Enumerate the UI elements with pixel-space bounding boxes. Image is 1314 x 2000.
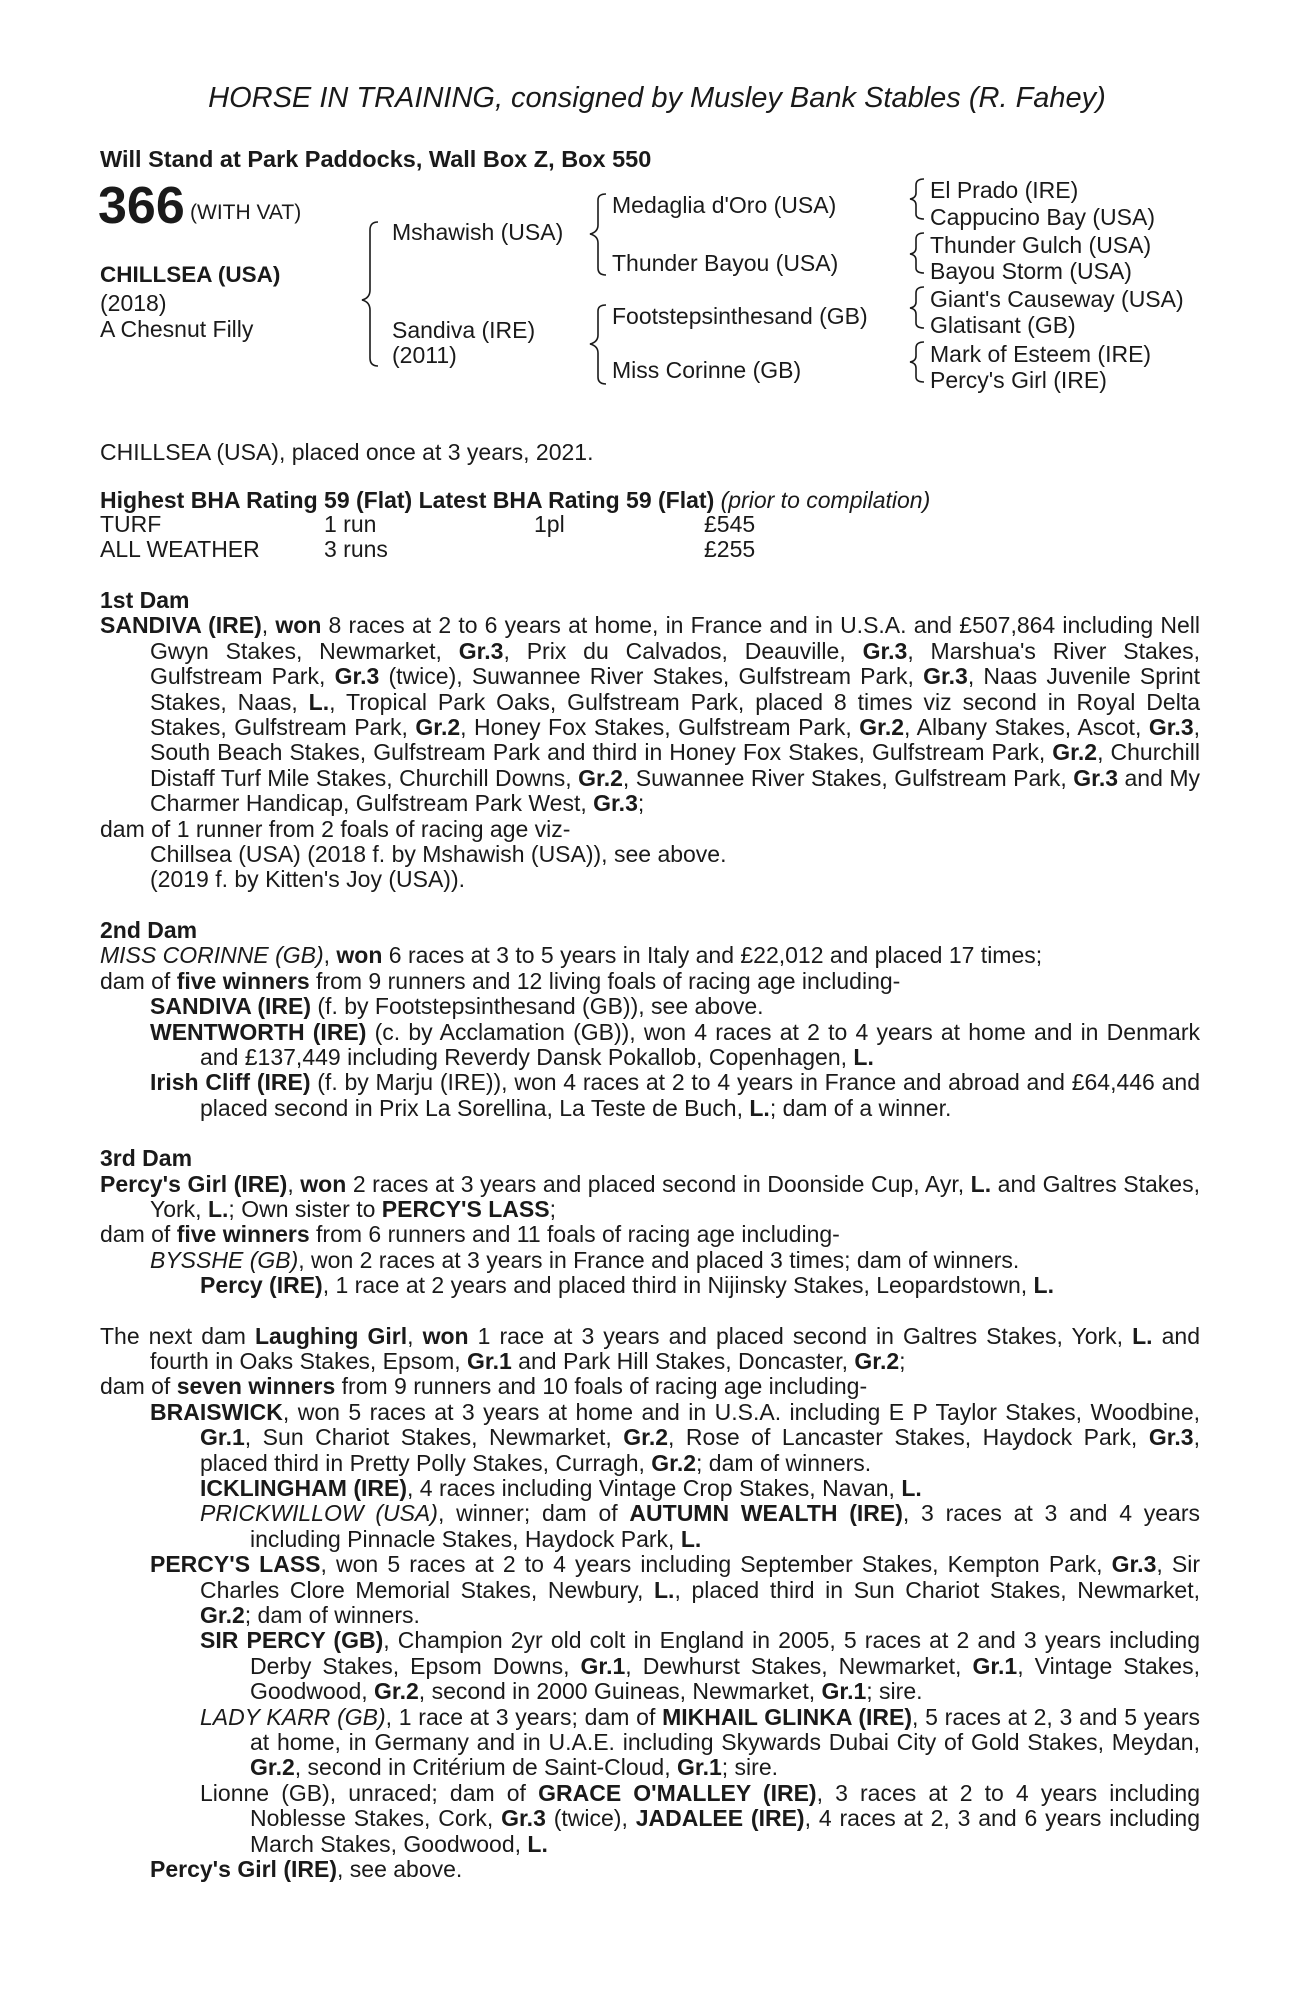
text-run: (twice), Suwannee River Stakes, Gulfstream Park, (379, 663, 924, 690)
third-dam-text: ; Own sister to (228, 1195, 382, 1222)
produce-winners: five winners (176, 967, 310, 994)
vat-note: (WITH VAT) (190, 201, 302, 224)
ratings-prize: £255 (704, 536, 756, 562)
bha-ratings (100, 487, 930, 514)
second-dam-produce-item (100, 1070, 1200, 1121)
next-dam-text: and Park Hill Stakes, Doncaster, (511, 1347, 855, 1374)
listed-marker: L. (1132, 1322, 1153, 1349)
text-run: , Honey Fox Stakes, Gulfstream Park, (460, 714, 860, 741)
pedigree-dam: Sandiva (IRE) (392, 317, 536, 343)
grade-marker: Gr.2 (854, 1347, 900, 1374)
produce-name: BYSSHE (GB) (150, 1246, 299, 1273)
second-dam-won: won (336, 942, 383, 969)
text-run: , Rose of Lancaster Stakes, Haydock Park, (668, 1424, 1149, 1451)
produce-name: GRACE O'MALLEY (IRE) (538, 1779, 817, 1806)
third-dam-won: won (300, 1170, 347, 1197)
third-dam-name: Percy's Girl (IRE) (100, 1170, 288, 1197)
third-dam-heading: 3rd Dam (100, 1145, 193, 1172)
ratings-surface: TURF (100, 511, 162, 537)
produce-text: , 4 races at 2, 3 and 6 years including March Stakes, Goodwood, (250, 1805, 1201, 1857)
produce-text: (c. by Acclamation (GB)), won 4 races at 2 to 4 years at home and in Denmark and £137,449 including Reverdy Dansk Pokallob, Copenhagen, (200, 1018, 1200, 1070)
first-dam-produce-item: (2019 f. by Kitten's Joy (USA)). (150, 866, 466, 893)
grade-marker: Gr.2 (859, 714, 905, 741)
produce-text (250, 1627, 1200, 1704)
next-dam-text: and fourth in Oaks Stakes, Epsom, (150, 1322, 1200, 1374)
grade-marker: Gr.3 (501, 1805, 546, 1832)
grade-marker: Gr.3 (862, 637, 908, 664)
next-dam-grandproduce-item (100, 1781, 1200, 1857)
text-run: ; (637, 790, 645, 817)
bha-ratings-note: (prior to compilation) (720, 487, 931, 513)
text-run: , second in 2000 Guineas, Newmarket, (418, 1678, 822, 1705)
second-dam-produce-item (100, 1020, 1200, 1071)
grade-marker: Gr.3 (1073, 764, 1119, 791)
pedigree-sds: Thunder Gulch (USA) (930, 232, 1152, 258)
produce-name: WENTWORTH (IRE) (150, 1018, 367, 1045)
grade-marker: Gr.3 (334, 663, 380, 690)
third-dam-record: Percy's Girl (IRE), won 2 races at 3 years and placed second in Doonside Cup, Ayr, L. and Galtres Stakes, York, L.; Own sister to PERCY'S LASS; (100, 1170, 1200, 1222)
produce-intro-text: from 9 runners and 12 living foals of racing age including- (309, 967, 901, 994)
first-dam-produce-intro: dam of 1 runner from 2 foals of racing age viz- (100, 815, 571, 842)
text-run: , Prix du Calvados, Deauville, (503, 637, 863, 664)
produce-name: Percy's Girl (IRE) (150, 1856, 337, 1883)
pedigree-dsd: Glatisant (GB) (930, 312, 1076, 338)
next-dam-produce-item (100, 1857, 1200, 1882)
listed-marker: L. (1033, 1272, 1054, 1299)
produce-winners: seven winners (176, 1373, 336, 1400)
produce-name: SIR PERCY (GB) (200, 1627, 384, 1654)
text-run: , second in Critérium de Saint-Cloud, (294, 1754, 677, 1781)
second-dam-name: MISS CORINNE (GB) (100, 942, 324, 969)
ratings-runs: 1 run (324, 511, 377, 537)
produce-name: JADALEE (IRE) (635, 1805, 805, 1832)
third-dam-text: ; (549, 1195, 556, 1222)
grade-marker: Gr.3 (1148, 714, 1194, 741)
third-dam-text: and Galtres Stakes, York, (150, 1170, 1200, 1222)
produce-intro-text: dam of (100, 1373, 177, 1400)
produce-name: AUTUMN WEALTH (IRE) (629, 1500, 903, 1527)
produce-intro-text: dam of (100, 1221, 177, 1248)
ratings-table (100, 512, 755, 562)
text-run: , placed third in Pretty Polly Stakes, Curragh, (200, 1424, 1200, 1476)
next-dam-intro: The next dam (100, 1322, 255, 1349)
listed-marker: L. (527, 1830, 548, 1857)
text-run: , 5 races at 2, 3 and 5 years at home, in Germany and in U.A.E. including Skywards Dubai City of Gold Stakes, Meydan, (250, 1703, 1200, 1756)
pedigree-dam-year: (2011) (392, 342, 457, 368)
text-run: , won 5 races at 3 years at home and in U.S.A. including E P Taylor Stakes, Woodbine, (282, 1398, 1200, 1425)
first-dam-name: SANDIVA (IRE) (100, 612, 262, 639)
next-dam-name: Laughing Girl (254, 1322, 408, 1349)
race-summary: CHILLSEA (USA), placed once at 3 years, 2021. (100, 439, 594, 465)
text-run: and My Charmer Handicap, Gulfstream Park West, (150, 764, 1200, 817)
text-run: ; sire. (866, 1678, 923, 1705)
grade-marker: Gr.3 (593, 790, 638, 817)
dam-sections (100, 588, 1200, 1883)
produce-name: PERCY'S LASS (150, 1551, 321, 1578)
grade-marker: Gr.2 (200, 1602, 245, 1629)
next-dam-won: won (422, 1322, 469, 1349)
produce-name: Percy (IRE) (200, 1272, 323, 1299)
listed-marker: L. (207, 1195, 229, 1222)
grade-marker: Gr.1 (580, 1652, 626, 1679)
next-dam-produce-intro (100, 1374, 1200, 1399)
next-dam-produce-item (100, 1552, 1200, 1628)
produce-name: LADY KARR (GB) (200, 1703, 386, 1730)
second-dam-heading: 2nd Dam (100, 916, 198, 943)
ratings-placed: 1pl (534, 511, 565, 537)
text-run: , Albany Stakes, Ascot, (904, 714, 1149, 741)
pedigree-sss: El Prado (IRE) (930, 177, 1079, 203)
first-dam-produce-item: Chillsea (USA) (2018 f. by Mshawish (USA)), see above. (150, 841, 727, 868)
next-dam-grandproduce-item (100, 1628, 1200, 1704)
ratings-placed (534, 537, 704, 562)
produce-text: ; dam of a winner. (769, 1094, 952, 1121)
horse-name: CHILLSEA (USA) (100, 262, 281, 287)
listed-marker: L. (853, 1043, 874, 1070)
grade-marker: Gr.3 (458, 637, 504, 664)
text-run: , Tropical Park Oaks, Gulfstream Park, placed 8 times viz second in Royal Delta Stakes, Gulfstream Park, (150, 688, 1200, 741)
text-run: ; sire. (721, 1754, 778, 1781)
produce-text: , 3 races at 3 and 4 years including Pinnacle Stakes, Haydock Park, (250, 1500, 1200, 1552)
catalogue-header: HORSE IN TRAINING, consigned by Musley Bank Stables (R. Fahey) (208, 82, 1106, 114)
produce-text: , 1 race at 2 years and placed third in Nijinsky Stakes, Leopardstown, (322, 1272, 1034, 1299)
grade-marker: Gr.3 (1148, 1424, 1194, 1451)
text-run: , placed third in Sun Chariot Stakes, Newmarket, (674, 1576, 1200, 1603)
horse-description: A Chesnut Filly (100, 316, 254, 342)
produce-winners: five winners (176, 1221, 310, 1248)
produce-name: MIKHAIL GLINKA (IRE) (662, 1703, 912, 1730)
grade-marker: Gr.2 (651, 1449, 697, 1476)
next-dam-record: The next dam Laughing Girl, won 1 race at 3 years and placed second in Galtres Stakes, York, L. and fourth in Oaks Stakes, Epsom, Gr.1 and Park Hill Stakes, Doncaster, Gr.2; (100, 1322, 1200, 1374)
third-dam-produce-item (100, 1273, 1200, 1298)
produce-text: (f. by Marju (IRE)), won 4 races at 2 to 4 years in France and abroad and £64,446 and placed second in Prix La Sorellina, La Teste de Buch, (200, 1069, 1200, 1121)
produce-intro-text: dam of (100, 967, 177, 994)
grade-marker: Gr.3 (1111, 1551, 1157, 1578)
text-run: , Marshua's River Stakes, Gulfstream Park, (150, 637, 1200, 690)
listed-marker: L. (749, 1094, 770, 1121)
produce-text: , 4 races including Vintage Crop Stakes, Navan, (406, 1475, 902, 1501)
produce-text: , 3 races at 2 to 4 years including Noblesse Stakes, Cork, (250, 1779, 1201, 1832)
produce-text: (f. by Footstepsinthesand (GB)), see above. (311, 993, 764, 1020)
text-run: , Dewhurst Stakes, Newmarket, (625, 1652, 973, 1679)
text-run: , Sir Charles Clore Memorial Stakes, Newbury, (200, 1551, 1200, 1603)
pedigree-sire-dam: Thunder Bayou (USA) (612, 250, 839, 276)
grade-marker: Gr.1 (972, 1652, 1018, 1679)
second-dam-text: 6 races at 3 to 5 years in Italy and £22,012 and placed 17 times; (382, 942, 1043, 969)
first-dam-record: SANDIVA (IRE), won 8 races at 2 to 6 years at home, in France and in U.S.A. and £507,864 including Nell Gwyn Stakes, Newmarket, Gr.3, Prix du Calvados, Deauville, Gr.3, Marshua's River Stakes, Gulfstream Park, Gr.3 (twice), Suwannee River Stakes, Gulfstream Park, Gr.3, Naas Juvenile Sprint Stakes, Naas, L., Tropical Park Oaks, Gulfstream Park, placed 8 times viz second in Royal Delta Stakes, Gulfstream Park, Gr.2, Honey Fox Stakes, Gulfstream Park, Gr.2, Albany Stakes, Ascot, Gr.3, South Beach Stakes, Gulfstream Park and third in Honey Fox Stakes, Gulfstream Park, Gr.2, Churchill Distaff Turf Mile Stakes, Churchill Downs, Gr.2, Suwannee River Stakes, Gulfstream Park, Gr.3 and My Charmer Handicap, Gulfstream Park West, Gr.3; (100, 612, 1201, 817)
produce-intro-text: from 9 runners and 10 foals of racing age including- (335, 1373, 868, 1400)
grade-marker: Gr.1 (677, 1754, 722, 1781)
produce-text: , won 2 races at 3 years in France and placed 3 times; dam of winners. (298, 1246, 1020, 1273)
first-dam-won: won (275, 612, 322, 639)
produce-name: BRAISWICK (150, 1398, 283, 1425)
text-run: 8 races at 2 to 6 years at home, in France and in U.S.A. and £507,864 including Nell Gwyn Stakes, Newmarket, (150, 612, 1200, 664)
ratings-prize: £545 (704, 511, 756, 537)
produce-name: SANDIVA (IRE) (150, 993, 311, 1020)
ratings-row (100, 537, 755, 562)
lot-number: 366 (98, 177, 185, 235)
sister-name: PERCY'S LASS (381, 1195, 550, 1222)
produce-text (200, 1551, 1200, 1628)
text-run: , Vintage Stakes, Goodwood, (250, 1652, 1200, 1705)
first-dam-text (150, 612, 1200, 816)
second-dam-produce-intro (100, 969, 1200, 994)
pedigree-sire: Mshawish (USA) (392, 219, 564, 245)
third-dam-text: 2 races at 3 years and placed second in Doonside Cup, Ayr, (346, 1170, 971, 1197)
ratings-runs: 3 runs (324, 536, 388, 562)
produce-text: , 1 race at 3 years; dam of (385, 1703, 663, 1730)
next-dam-text: 1 race at 3 years and placed second in Galtres Stakes, York, (468, 1322, 1133, 1349)
grade-marker: Gr.2 (415, 714, 461, 741)
text-run: , won 5 races at 2 to 4 years including September Stakes, Kempton Park, (320, 1551, 1112, 1578)
listed-marker: L. (901, 1475, 922, 1501)
listed-marker: L. (970, 1170, 992, 1197)
text-run: , South Beach Stakes, Gulfstream Park and third in Honey Fox Stakes, Gulfstream Park, (150, 714, 1201, 766)
pedigree-ssd: Cappucino Bay (USA) (930, 204, 1155, 230)
text-run: , Churchill Distaff Turf Mile Stakes, Churchill Downs, (150, 739, 1200, 791)
text-run: ; dam of winners. (244, 1602, 420, 1629)
pedigree-sdd: Bayou Storm (USA) (930, 258, 1132, 284)
produce-intro-text: from 6 runners and 11 foals of racing age including- (309, 1221, 840, 1248)
pedigree-dss: Giant's Causeway (USA) (930, 286, 1184, 312)
pedigree-dam-sire: Footstepsinthesand (GB) (612, 303, 868, 329)
produce-name: Irish Cliff (IRE) (150, 1069, 311, 1096)
bha-ratings-values: Highest BHA Rating 59 (Flat) Latest BHA Rating 59 (Flat) (100, 487, 715, 513)
second-dam-record: MISS CORINNE (GB), won 6 races at 3 to 5 years in Italy and £22,012 and placed 17 times; (100, 942, 1043, 969)
grade-marker: L. (653, 1576, 675, 1603)
third-dam-produce-item (100, 1248, 1200, 1273)
ratings-surface: ALL WEATHER (100, 536, 260, 562)
pedigree-dam-dam: Miss Corinne (GB) (612, 357, 802, 383)
text-run: ; dam of winners. (696, 1449, 872, 1476)
second-dam-produce-item (100, 994, 1200, 1019)
next-dam-produce-item (100, 1400, 1200, 1476)
grade-marker: Gr.2 (578, 764, 623, 791)
grade-marker: Gr.2 (374, 1678, 419, 1705)
text-run: , Sun Chariot Stakes, Newmarket, (244, 1424, 624, 1451)
grade-marker: Gr.3 (923, 663, 968, 690)
stand-location: Will Stand at Park Paddocks, Wall Box Z, Box 550 (100, 146, 652, 172)
grade-marker: Gr.1 (200, 1424, 245, 1451)
ratings-row (100, 512, 755, 537)
produce-text: (twice), (545, 1805, 636, 1832)
pedigree-sire-sire: Medaglia d'Oro (USA) (612, 192, 837, 218)
next-dam-text: ; (899, 1347, 906, 1374)
grade-marker: L. (308, 688, 330, 715)
next-dam-grandproduce-item (100, 1705, 1200, 1781)
produce-name: ICKLINGHAM (IRE) (200, 1475, 407, 1501)
text-run: , Suwannee River Stakes, Gulfstream Park, (622, 764, 1074, 791)
next-dam-grandproduce-item (100, 1501, 1200, 1552)
listed-marker: L. (680, 1525, 702, 1552)
grade-marker: Gr.2 (623, 1424, 669, 1451)
third-dam-produce-intro (100, 1222, 1200, 1247)
horse-year: (2018) (100, 290, 167, 316)
grade-marker: Gr.2 (1052, 739, 1098, 766)
produce-text: Lionne (GB), unraced; dam of (200, 1779, 539, 1806)
pedigree-dds: Mark of Esteem (IRE) (930, 341, 1152, 367)
grade-marker: Gr.1 (467, 1347, 512, 1374)
first-dam-heading: 1st Dam (100, 587, 190, 613)
next-dam-grandproduce-item (100, 1476, 1200, 1501)
produce-text (200, 1399, 1200, 1476)
produce-text: , see above. (337, 1856, 463, 1883)
produce-name: PRICKWILLOW (USA) (200, 1500, 438, 1527)
produce-text: , winner; dam of (437, 1500, 630, 1527)
text-run: , Champion 2yr old colt in England in 2005, 5 races at 2 and 3 years including Derby Stakes, Epsom Downs, (250, 1627, 1200, 1679)
grade-marker: Gr.2 (250, 1754, 295, 1781)
grade-marker: Gr.1 (821, 1678, 867, 1705)
pedigree-ddd: Percy's Girl (IRE) (930, 367, 1107, 393)
text-run: , Naas Juvenile Sprint Stakes, Naas, (150, 663, 1200, 715)
